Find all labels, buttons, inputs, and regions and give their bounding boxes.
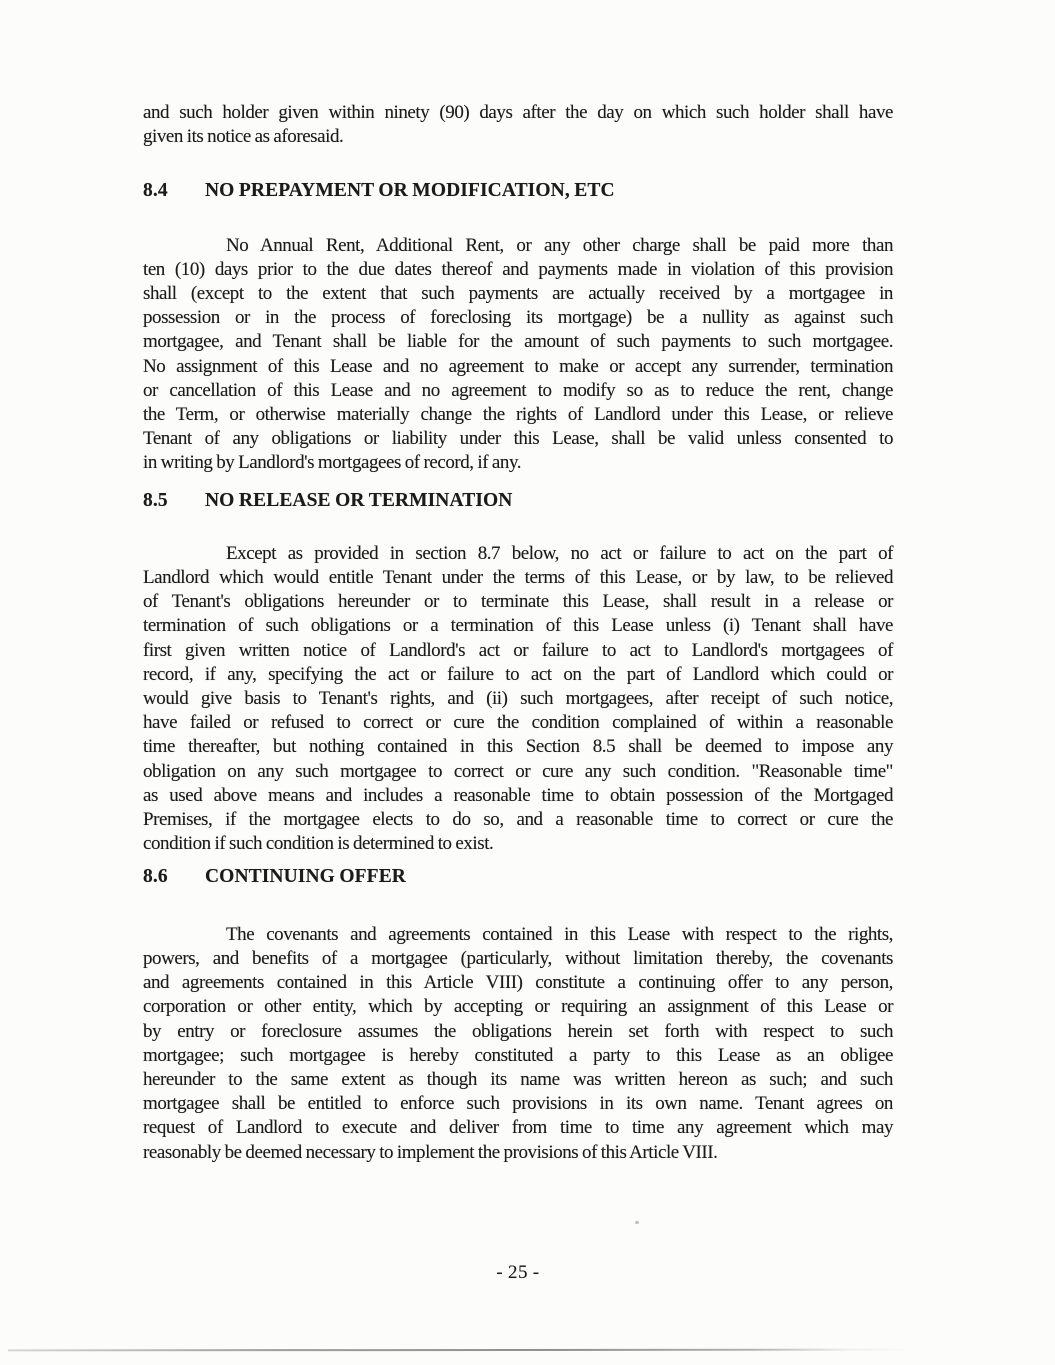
text-line: corporation or other entity, which by accepting or requiring an assignment of this Lease or [143, 996, 893, 1018]
continuation-paragraph [143, 101, 893, 149]
section-number: 8.5 [143, 489, 168, 511]
text-line: first given written notice of Landlord's act or failure to act to Landlord's mortgagees of [143, 639, 893, 661]
text-line: No assignment of this Lease and no agreement to make or accept any surrender, termination [143, 355, 893, 377]
text-line: reasonably be deemed necessary to implement the provisions of this Article VIII. [143, 1141, 718, 1163]
paragraph [143, 542, 893, 857]
text-line: by entry or foreclosure assumes the obligations herein set forth with respect to such [143, 1020, 893, 1042]
text-line: Except as provided in section 8.7 below, no act or failure to act on the part of [226, 542, 893, 564]
text-line: have failed or refused to correct or cure the condition complained of within a reasonable [143, 712, 893, 734]
section-heading [143, 489, 893, 513]
scan-artifact-line [8, 1349, 914, 1352]
text-line: ten (10) days prior to the due dates thereof and payments made in violation of this provision [143, 258, 893, 280]
section-title: NO PREPAYMENT OR MODIFICATION, ETC [205, 180, 615, 202]
text-line: Tenant of any obligations or liability under this Lease, shall be valid unless consented to [143, 428, 893, 450]
text-line: The covenants and agreements contained in this Lease with respect to the rights, [226, 923, 893, 945]
text-line: and such holder given within ninety (90) days after the day on which such holder shall have [143, 102, 893, 123]
text-line: termination of such obligations or a termination of this Lease unless (i) Tenant shall have [143, 615, 893, 637]
text-line: as used above means and includes a reasonable time to obtain possession of the Mortgaged [143, 784, 893, 806]
page-content [143, 101, 893, 1285]
text-line: record, if any, specifying the act or failure to act on the part of Landlord which could or [143, 663, 893, 685]
section-title: NO RELEASE OR TERMINATION [205, 489, 513, 511]
text-line: of Tenant's obligations hereunder or to terminate this Lease, shall result in a release or [143, 591, 893, 613]
section-number: 8.4 [143, 180, 168, 202]
text-line: hereunder to the same extent as though its name was written hereon as such; and such [143, 1068, 893, 1090]
page-number: - 25 - [496, 1261, 540, 1283]
text-line: possession or in the process of foreclosing its mortgage) be a nullity as against such [143, 307, 893, 329]
text-line: obligation on any such mortgagee to correct or cure any such condition. "Reasonable time" [143, 760, 893, 782]
text-line: the Term, or otherwise materially change the rights of Landlord under this Lease, or relieve [143, 404, 893, 426]
text-line: request of Landlord to execute and deliver from time to time any agreement which may [143, 1117, 893, 1139]
paragraph [143, 923, 893, 1165]
text-line: mortgagee shall be entitled to enforce such provisions in its own name. Tenant agrees on [143, 1093, 893, 1115]
text-line: Premises, if the mortgagee elects to do so, and a reasonable time to correct or cure the [143, 809, 893, 831]
scan-speck [635, 1221, 639, 1224]
text-line: powers, and benefits of a mortgagee (particularly, without limitation thereby, the covenants [143, 947, 893, 969]
text-line: would give basis to Tenant's rights, and (ii) such mortgagees, after receipt of such notice, [143, 688, 893, 710]
text-line: in writing by Landlord's mortgagees of record, if any. [143, 452, 522, 474]
text-line: or cancellation of this Lease and no agreement to modify so as to reduce the rent, change [143, 379, 893, 401]
text-line: and agreements contained in this Article VIII) constitute a continuing offer to any person, [143, 972, 893, 994]
section-heading [143, 179, 893, 203]
section-heading [143, 865, 893, 889]
text-line: mortgagee; such mortgagee is hereby constituted a party to this Lease as an obligee [143, 1044, 893, 1066]
text-line: No Annual Rent, Additional Rent, or any other charge shall be paid more than [226, 234, 893, 256]
text-line: given its notice as aforesaid. [143, 126, 344, 148]
text-line: shall (except to the extent that such payments are actually received by a mortgagee in [143, 283, 893, 305]
text-line: mortgagee, and Tenant shall be liable for the amount of such payments to such mortgagee. [143, 331, 893, 353]
text-line: condition if such condition is determined to exist. [143, 833, 494, 855]
section-number: 8.6 [143, 866, 168, 888]
text-line: time thereafter, but nothing contained in this Section 8.5 shall be deemed to impose any [143, 736, 893, 758]
section-title: CONTINUING OFFER [205, 866, 406, 888]
paragraph [143, 234, 893, 476]
text-line: Landlord which would entitle Tenant under the terms of this Lease, or by law, to be relieved [143, 567, 893, 589]
document-text-flow [143, 101, 893, 1165]
